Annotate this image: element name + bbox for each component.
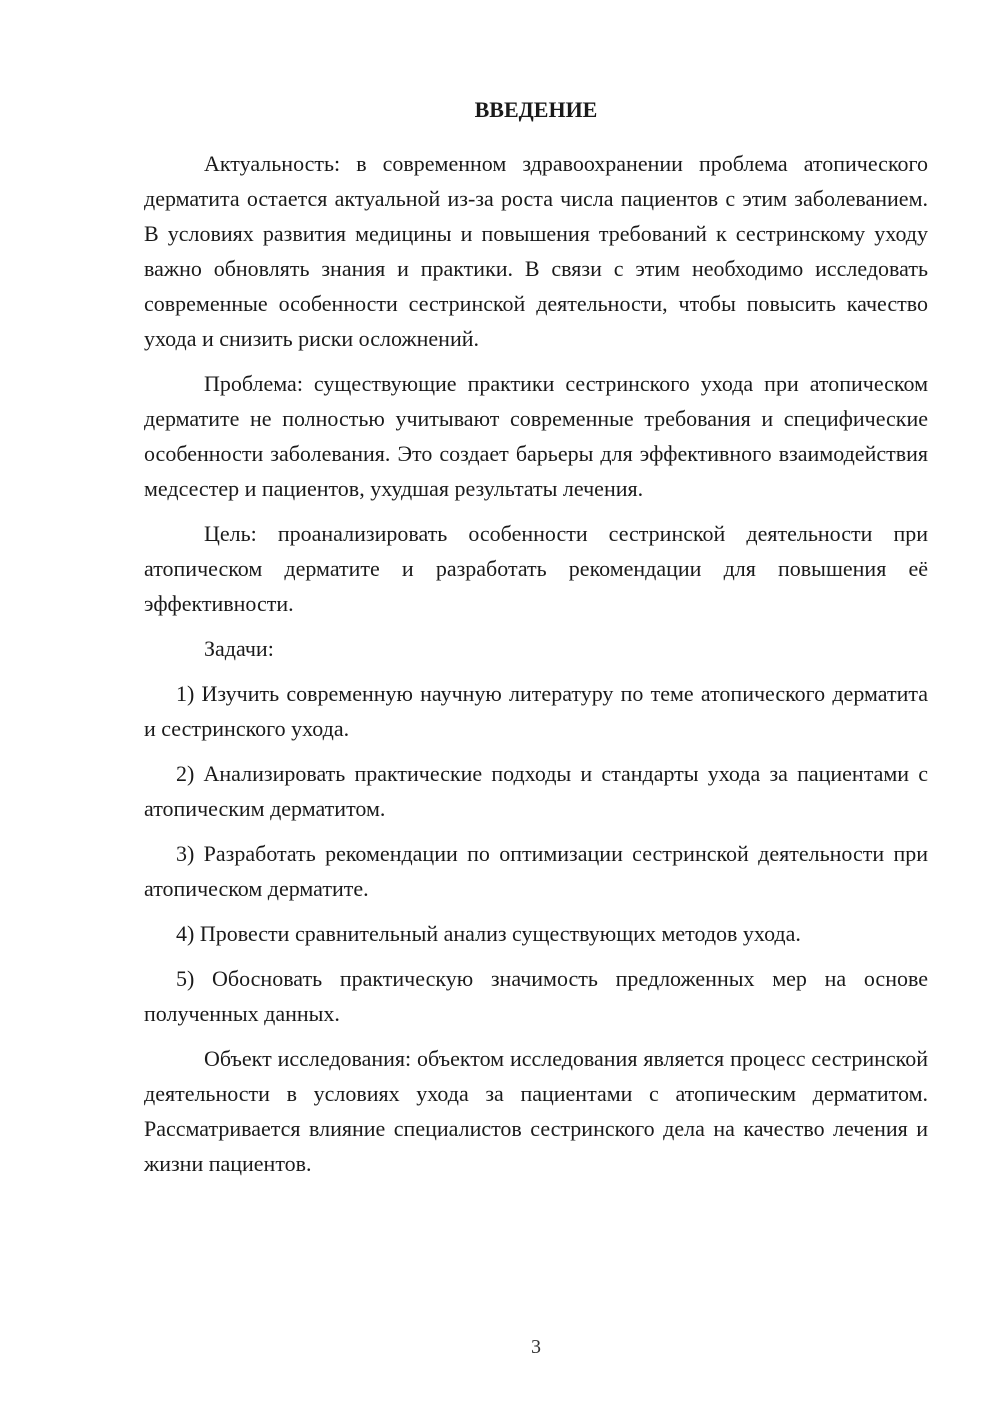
task-item: 2) Анализировать практические подходы и стандарты ухода за пациентами с атопическим дерматитом. (144, 761, 928, 821)
page-content (144, 96, 928, 1191)
problem-paragraph: Проблема: существующие практики сестринского ухода при атопическом дерматите не полностью учитывают современные требования и специфические особенности заболевания. Это создает барьеры для эффективного взаимодействия медсестер и пациентов, ухудшая результаты лечения. (144, 371, 928, 501)
task-item: 5) Обосновать практическую значимость предложенных мер на основе полученных данных. (144, 966, 928, 1026)
task-item: 4) Провести сравнительный анализ существующих методов ухода. (176, 921, 801, 946)
object-paragraph: Объект исследования: объектом исследования является процесс сестринской деятельности в условиях ухода за пациентами с атопическим дерматитом. Рассматривается влияние специалистов сестринского дела на качество лечения и жизни пациентов. (144, 1046, 928, 1176)
page-title: ВВЕДЕНИЕ (474, 97, 598, 122)
relevance-paragraph: Актуальность: в современном здравоохранении проблема атопического дерматита остается актуальной из-за роста числа пациентов с этим заболеванием. В условиях развития медицины и повышения требований к сестринскому уходу важно обновлять знания и практики. В связи с этим необходимо исследовать современные особенности сестринской деятельности, чтобы повысить качество ухода и снизить риски осложнений. (144, 151, 928, 351)
goal-paragraph: Цель: проанализировать особенности сестринской деятельности при атопическом дерматите и разработать рекомендации для повышения её эффективности. (144, 521, 928, 616)
page-number: 3 (531, 1336, 541, 1358)
task-item: 3) Разработать рекомендации по оптимизации сестринской деятельности при атопическом дерматите. (144, 841, 928, 901)
task-item: 1) Изучить современную научную литературу по теме атопического дерматита и сестринского ухода. (144, 681, 928, 741)
tasks-heading: Задачи: (204, 636, 274, 661)
